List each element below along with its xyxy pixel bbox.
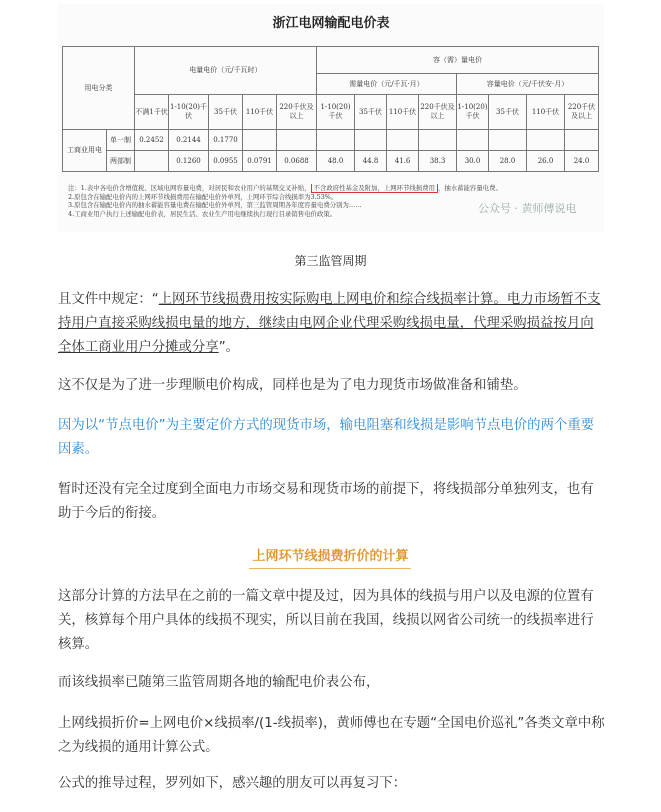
image-caption: 第三监管周期 xyxy=(294,254,367,268)
tariff-table-image xyxy=(58,4,604,232)
table-cell: 0.2144 xyxy=(169,130,209,151)
header-energy-price: 电量电价（元/千瓦时） xyxy=(135,47,317,95)
volt-header: 110千伏 xyxy=(527,95,565,130)
row-label-two-part: 两部制 xyxy=(107,151,135,172)
table-cell xyxy=(317,130,355,151)
header-capacity-price: 容量电价（元/千伏安·月） xyxy=(457,74,599,95)
table-cell: 26.0 xyxy=(527,151,565,172)
table-cell: 28.0 xyxy=(489,151,527,172)
row-label-single: 单一制 xyxy=(107,130,135,151)
table-cell xyxy=(135,151,169,172)
table-cell: 0.2452 xyxy=(135,130,169,151)
table-cell: 38.3 xyxy=(419,151,457,172)
table-cell: 30.0 xyxy=(457,151,489,172)
paragraph-5: 这部分计算的方法早在之前的一篇文章中提及过，因为具体的线损与用户以及电源的位置有关，核算每个用户具体的线损不现实，所以目前在我国，线损以网省公司统一的线损率进行核算。 xyxy=(58,589,594,652)
table-cell xyxy=(387,130,419,151)
paragraph-3-highlight: 因为以“节点电价”为主要定价方式的现货市场，输电阻塞和线损是影响节点电价的两个重要因素。 xyxy=(58,418,595,457)
category-label: 工商业用电 xyxy=(63,130,107,172)
header-demand-price: 需量电价（元/千瓦·月） xyxy=(317,74,457,95)
volt-header: 35千伏 xyxy=(209,95,243,130)
header-user-category: 用电分类 xyxy=(63,47,135,130)
volt-header: 不满1千伏 xyxy=(135,95,169,130)
watermark: 公众号 · 黄师傅说电 xyxy=(478,202,577,215)
header-capacity-group: 容（需）量电价 xyxy=(317,47,599,74)
table-cell: 0.0791 xyxy=(243,151,277,172)
table-cell: 0.0955 xyxy=(209,151,243,172)
table-cell xyxy=(489,130,527,151)
table-title: 浙江电网输配电价表 xyxy=(272,16,390,31)
table-cell xyxy=(527,130,565,151)
volt-header: 1-10(20)千伏 xyxy=(317,95,355,130)
paragraph-1: 且文件中规定：“上网环节线损费用按实际购电上网电价和综合线损率计算。电力市场暂不支持用户直接采购线损电量的地方，继续由电网企业代理采购线损电量，代理采购损益按月向全体工商业用户分摊或分享”。 xyxy=(58,292,601,355)
table-cell xyxy=(277,130,317,151)
volt-header: 35千伏 xyxy=(355,95,387,130)
underlined-quote: 上网环节线损费用按实际购电上网电价和综合线损率计算。电力市场暂不支持用户直接采购线损电量的地方，继续由电网企业代理采购线损电量，代理采购损益按月向全体工商业用户分摊或分享 xyxy=(58,292,601,355)
paragraph-6: 而该线损率已随第三监管周期各地的输配电价表公布， xyxy=(58,675,380,690)
paragraph-7: 上网线损折价=上网电价×线损率/(1-线损率)，黄师傅也在专题“全国电价巡礼”各类文章中称之为线损的通用计算公式。 xyxy=(58,716,605,755)
volt-header: 220千伏及以上 xyxy=(419,95,457,130)
tariff-table xyxy=(62,46,599,172)
volt-header: 110千伏 xyxy=(243,95,277,130)
note-2: 2.原包含在输配电价内的上网环节线损费用在输配电价外单列，上网环节综合线损率为3.53%。 xyxy=(68,192,338,201)
volt-header: 110千伏 xyxy=(387,95,419,130)
table-cell xyxy=(243,130,277,151)
note-4: 4.工商业用户执行上述输配电价表，居民生活、农业生产用电继续执行现行目录销售电价政策。 xyxy=(68,209,337,218)
section-heading: 上网环节线损费折价的计算 xyxy=(252,549,409,564)
heading-underline xyxy=(249,568,411,569)
volt-header: 1-10(20)千伏 xyxy=(457,95,489,130)
table-cell xyxy=(355,130,387,151)
paragraph-2: 这不仅是为了进一步理顺电价构成，同样也是为了电力现货市场做准备和铺垫。 xyxy=(58,378,527,393)
table-cell xyxy=(565,130,599,151)
table-cell xyxy=(457,130,489,151)
table-cell: 0.1260 xyxy=(169,151,209,172)
table-cell: 44.8 xyxy=(355,151,387,172)
volt-header: 220千伏及以上 xyxy=(277,95,317,130)
table-cell: 41.6 xyxy=(387,151,419,172)
note-1: 注：1.表中各电价含增值税、区域电网容量电费，对居民和农业用户的基期交叉补贴， 不含政府性基金及附加，上网环节线损费用 ，抽水蓄能容量电费。 xyxy=(68,184,502,192)
paragraph-4: 暂时还没有完全过度到全面电力市场交易和现货市场的前提下，将线损部分单独列支，也有助于今后的衔接。 xyxy=(58,482,594,521)
table-cell: 48.0 xyxy=(317,151,355,172)
highlighted-note: 不含政府性基金及附加，上网环节线损费用 xyxy=(311,184,438,193)
paragraph-8: 公式的推导过程，罗列如下，感兴趣的朋友可以再复习下： xyxy=(58,776,407,791)
table-cell xyxy=(419,130,457,151)
note-3: 3.原包含在输配电价内的抽水蓄能容量电费在输配电价外单列，第三监管周期各年度容量电费分别为…… xyxy=(68,201,362,210)
table-cell: 0.1770 xyxy=(209,130,243,151)
table-cell: 24.0 xyxy=(565,151,599,172)
table-cell: 0.0688 xyxy=(277,151,317,172)
volt-header: 220千伏及以上 xyxy=(565,95,599,130)
volt-header: 35千伏 xyxy=(489,95,527,130)
volt-header: 1-10(20)千伏 xyxy=(169,95,209,130)
